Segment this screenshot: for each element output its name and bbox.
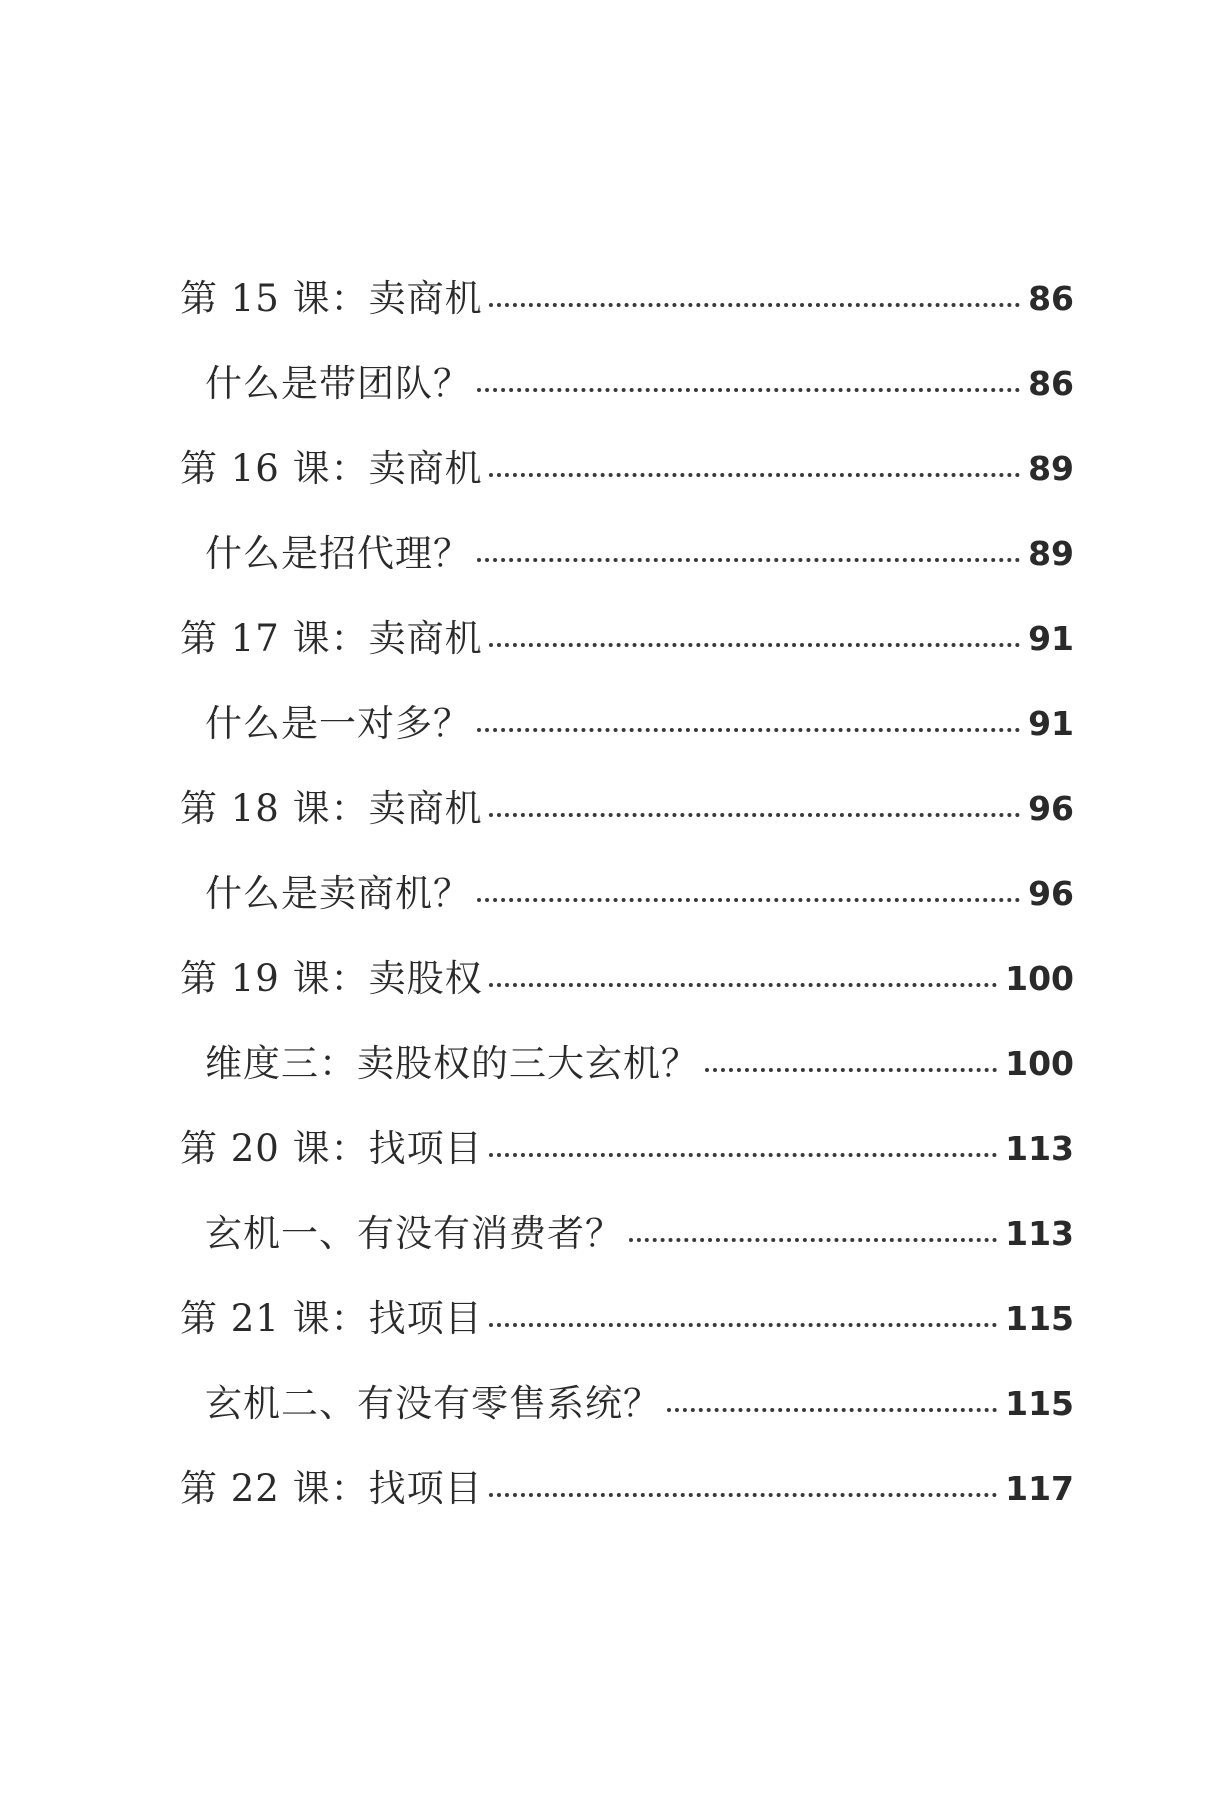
toc-entry[interactable]: [0, 1102, 1232, 1187]
toc-entry-page: 113: [1005, 1214, 1074, 1253]
dot-leader: [489, 643, 1020, 647]
toc-entry-title: 第 22 课：找项目: [180, 1466, 483, 1510]
toc-entry-title: 第 21 课：找项目: [180, 1296, 483, 1340]
toc-entry-page: 86: [1028, 279, 1074, 318]
dot-leader: [489, 473, 1020, 477]
dot-leader: [489, 983, 998, 987]
toc-entry[interactable]: [0, 1017, 1232, 1102]
toc-entry[interactable]: [0, 507, 1232, 592]
dot-leader: [477, 558, 1020, 562]
toc-entry-title: 玄机一、有没有消费者？: [205, 1211, 623, 1255]
toc-entry-page: 91: [1028, 704, 1074, 743]
dot-leader: [477, 898, 1020, 902]
dot-leader: [489, 1323, 998, 1327]
dot-leader: [629, 1238, 997, 1242]
toc-entry-page: 100: [1005, 1044, 1074, 1083]
toc-entry[interactable]: [0, 1272, 1232, 1357]
toc-entry-page: 96: [1028, 789, 1074, 828]
toc-entry[interactable]: [0, 252, 1232, 337]
dot-leader: [477, 728, 1020, 732]
toc-entry-title: 第 17 课：卖商机: [180, 616, 483, 660]
toc-entry-title: 什么是一对多？: [205, 701, 471, 745]
toc-entry-page: 89: [1028, 534, 1074, 573]
dot-leader: [667, 1408, 997, 1412]
toc-entry[interactable]: [0, 592, 1232, 677]
toc-entry-page: 115: [1005, 1299, 1074, 1338]
dot-leader: [489, 1153, 998, 1157]
toc-entry-title: 什么是卖商机？: [205, 871, 471, 915]
toc-entry-title: 什么是招代理？: [205, 531, 471, 575]
toc-entry[interactable]: [0, 762, 1232, 847]
toc-entry[interactable]: [0, 337, 1232, 422]
toc-entry[interactable]: [0, 422, 1232, 507]
toc-entry[interactable]: [0, 1442, 1232, 1527]
toc-entry-title: 第 19 课：卖股权: [180, 956, 483, 1000]
dot-leader: [705, 1068, 997, 1072]
toc-entry[interactable]: [0, 932, 1232, 1017]
toc-entry-title: 什么是带团队？: [205, 361, 471, 405]
toc-entry[interactable]: [0, 1187, 1232, 1272]
toc-entry-page: 100: [1005, 959, 1074, 998]
toc-entry-page: 117: [1005, 1469, 1074, 1508]
toc-entry-title: 维度三：卖股权的三大玄机？: [205, 1041, 699, 1085]
toc-entry-title: 第 16 课：卖商机: [180, 446, 483, 490]
toc-entry[interactable]: [0, 847, 1232, 932]
toc-entry-page: 113: [1005, 1129, 1074, 1168]
toc-entry[interactable]: [0, 677, 1232, 762]
table-of-contents: [0, 252, 1232, 1527]
toc-entry[interactable]: [0, 1357, 1232, 1442]
dot-leader: [489, 813, 1020, 817]
dot-leader: [477, 388, 1020, 392]
toc-entry-page: 91: [1028, 619, 1074, 658]
toc-entry-page: 86: [1028, 364, 1074, 403]
toc-entry-title: 玄机二、有没有零售系统？: [205, 1381, 661, 1425]
toc-entry-title: 第 18 课：卖商机: [180, 786, 483, 830]
toc-entry-title: 第 15 课：卖商机: [180, 276, 483, 320]
dot-leader: [489, 303, 1020, 307]
toc-entry-page: 115: [1005, 1384, 1074, 1423]
dot-leader: [489, 1493, 998, 1497]
toc-entry-page: 89: [1028, 449, 1074, 488]
toc-entry-title: 第 20 课：找项目: [180, 1126, 483, 1170]
toc-entry-page: 96: [1028, 874, 1074, 913]
